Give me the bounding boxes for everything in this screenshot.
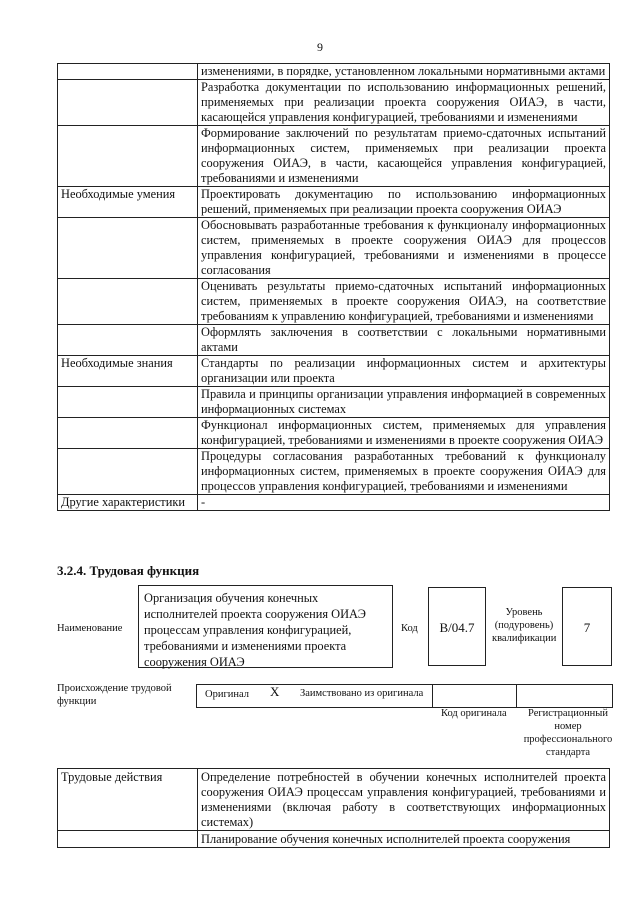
row-label — [58, 279, 198, 325]
code-value-box: B/04.7 — [428, 587, 486, 666]
table-row — [58, 356, 610, 387]
function-name-box: Организация обучения конечных исполнителей проекта сооружения ОИАЭ процессам управления конфигурацией, требованиями и изменениями проекта сооружения ОИАЭ — [138, 585, 393, 668]
table-row — [58, 769, 610, 831]
row-text: - — [198, 495, 610, 511]
row-label — [58, 126, 198, 187]
row-label-labor-actions: Трудовые действия — [58, 769, 198, 831]
row-label — [58, 325, 198, 356]
row-label — [58, 418, 198, 449]
qualification-level-label: Уровень (подуровень) квалификации — [492, 607, 557, 644]
labor-actions-table — [57, 768, 610, 848]
row-text: изменениями, в порядке, установленном локальными нормативными актами — [198, 64, 610, 80]
table-row — [58, 64, 610, 80]
table-row — [58, 218, 610, 279]
borrowed-label: Заимствовано из оригинала — [300, 688, 424, 699]
origin-label: Происхождение трудовой функции — [57, 683, 172, 707]
table-row — [58, 80, 610, 126]
qualification-level-box: 7 — [562, 587, 612, 666]
row-text: Планирование обучения конечных исполнителей проекта сооружения — [198, 831, 610, 848]
table-row — [58, 495, 610, 511]
original-label: Оригинал — [205, 689, 249, 700]
table-row — [58, 831, 610, 848]
row-text: Функционал информационных систем, применяемых для управления конфигурацией, требованиями и изменениями в проекте сооружения ОИАЭ — [198, 418, 610, 449]
page-number: 9 — [317, 40, 323, 54]
origin-cell-divider — [196, 685, 197, 707]
section-title: 3.2.4. Трудовая функция — [57, 563, 200, 578]
row-text: Оформлять заключения в соответствии с локальными нормативными актами — [198, 325, 610, 356]
row-label-skills: Необходимые умения — [58, 187, 198, 218]
table-row — [58, 126, 610, 187]
row-label — [58, 387, 198, 418]
table-row — [58, 325, 610, 356]
row-label — [58, 80, 198, 126]
row-text: Оценивать результаты приемо-сдаточных испытаний информационных систем, применяемых в проекте сооружения ОИАЭ, на соответствие требованиям к управлению конфигурацией, требованиями и изменениями — [198, 279, 610, 325]
row-label-other: Другие характеристики — [58, 495, 198, 511]
row-label — [58, 64, 198, 80]
table-row — [58, 387, 610, 418]
code-label: Код — [401, 623, 418, 634]
row-text: Стандарты по реализации информационных систем и архитектуры организации или проекта — [198, 356, 610, 387]
origin-cell-divider — [516, 685, 517, 707]
competency-table — [57, 63, 610, 511]
row-label — [58, 831, 198, 848]
code-original-label: Код оригинала — [441, 708, 507, 719]
original-mark: X — [270, 684, 280, 699]
row-text: Определение потребностей в обучении конечных исполнителей проекта сооружения ОИАЭ процессам управления конфигурацией, требованиями и изменениями (включая работу в соответствующих информационных системах) — [198, 769, 610, 831]
row-text: Процедуры согласования разработанных требований к функционалу информационных систем, применяемых в проекте сооружения ОИАЭ для процессов управления конфигурацией, требованиями и изменениями — [198, 449, 610, 495]
registration-number-label: Регистрационный номер профессионального стандарта — [523, 708, 613, 758]
row-text: Проектировать документацию по использованию информационных решений, применяемых при реализации проекта сооружения ОИАЭ — [198, 187, 610, 218]
row-label-knowledge: Необходимые знания — [58, 356, 198, 387]
table-row — [58, 279, 610, 325]
name-label: Наименование — [57, 623, 123, 634]
table-row — [58, 187, 610, 218]
table-row — [58, 449, 610, 495]
table-row — [58, 418, 610, 449]
row-text: Обосновывать разработанные требования к функционалу информационных систем, применяемых в проекте сооружения ОИАЭ для процессов управления конфигурацией, требованиями и изменениями в процессе согласования — [198, 218, 610, 279]
row-text: Разработка документации по использованию информационных решений, применяемых при реализации проекта сооружения ОИАЭ, в части, касающейся управления конфигурацией, требованиями и изменениями — [198, 80, 610, 126]
row-text: Формирование заключений по результатам приемо-сдаточных испытаний информационных систем, применяемых при реализации проекта сооружения ОИАЭ, в части, касающейся управления конфигурацией, требованиями и изменениями — [198, 126, 610, 187]
origin-cell-divider — [432, 685, 433, 707]
row-text: Правила и принципы организации управления информацией в современных информационных системах — [198, 387, 610, 418]
row-label — [58, 218, 198, 279]
row-label — [58, 449, 198, 495]
